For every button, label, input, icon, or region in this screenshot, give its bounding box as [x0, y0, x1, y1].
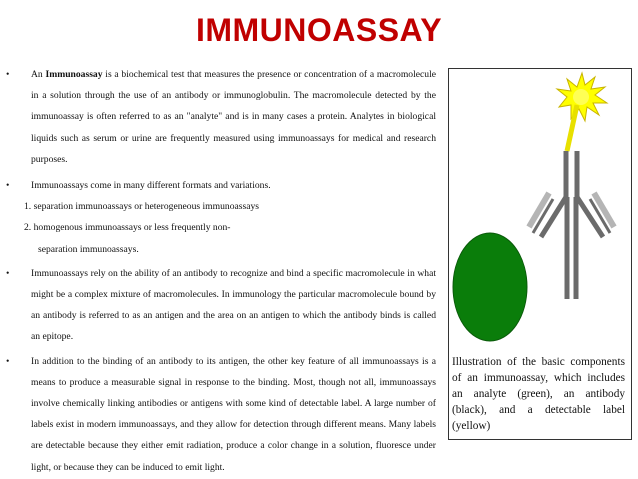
formats-text: Immunoassays come in many different formats and variations.: [31, 180, 271, 192]
term-immunoassay: Immunoassay: [45, 69, 103, 80]
bullet-marker: •: [6, 180, 10, 192]
main-text: [6, 64, 436, 478]
bullet-marker: •: [6, 355, 10, 367]
bullet-definition: [6, 64, 436, 170]
antibody-icon: [529, 151, 614, 299]
format-item-1: 1. separation immunoassays or heterogeneous immunoassays: [24, 201, 260, 213]
bullet-antigen: [6, 263, 436, 348]
bullet-signal: [6, 351, 436, 478]
format-item-2: 2. homogenous immunoassays or less frequently non-: [24, 222, 231, 234]
detectable-label-icon: [557, 73, 607, 151]
analyte-icon: [453, 233, 527, 341]
definition-text: is a biochemical test that measures the presence or concentration of a macromolecule in a solution through the use of an antibody or immunoglobulin. The macromolecule detected by the immunoassay is often referred to as an "analyte" and is in many cases a protein. Analytes in biological liquids such as serum or urine are frequently measured using immunoassays for medical and research purposes.: [31, 69, 437, 165]
definition-lead: An: [31, 69, 46, 80]
signal-text: In addition to the binding of an antibody to its antigen, the other key feature of all immunoassays is a means to produce a measurable signal in response to the binding. Most, though not all, immunoassays involve chemically linking antibodies or antigens with some kind of detectable label. A large number of labels exist in modern immunoassays, and they allow for detection through different means. Many labels are detectable because they either emit radiation, produce a color change in a solution, fluoresce under light, or because they can be induced to emit light.: [31, 355, 436, 473]
bullet-marker: •: [6, 267, 10, 279]
antigen-text: Immunoassays rely on the ability of an antibody to recognize and bind a specific macromolecule in what might be a complex mixture of macromolecules. In immunology the particular macromolecule bound by an antibody is referred to as an antigen and the area on an antigen to which the antibody binds is called an epitope.: [31, 267, 436, 343]
page-title: IMMUNOASSAY: [195, 12, 443, 48]
figure-caption: Illustration of the basic components of an immunoassay, which includes an analyte (green), an antibody (black), and a detectable label (yellow): [452, 356, 625, 432]
bullet-formats: [6, 175, 436, 196]
bullet-marker: •: [6, 69, 10, 80]
format-item-2-continued: separation immunoassays.: [38, 243, 139, 255]
